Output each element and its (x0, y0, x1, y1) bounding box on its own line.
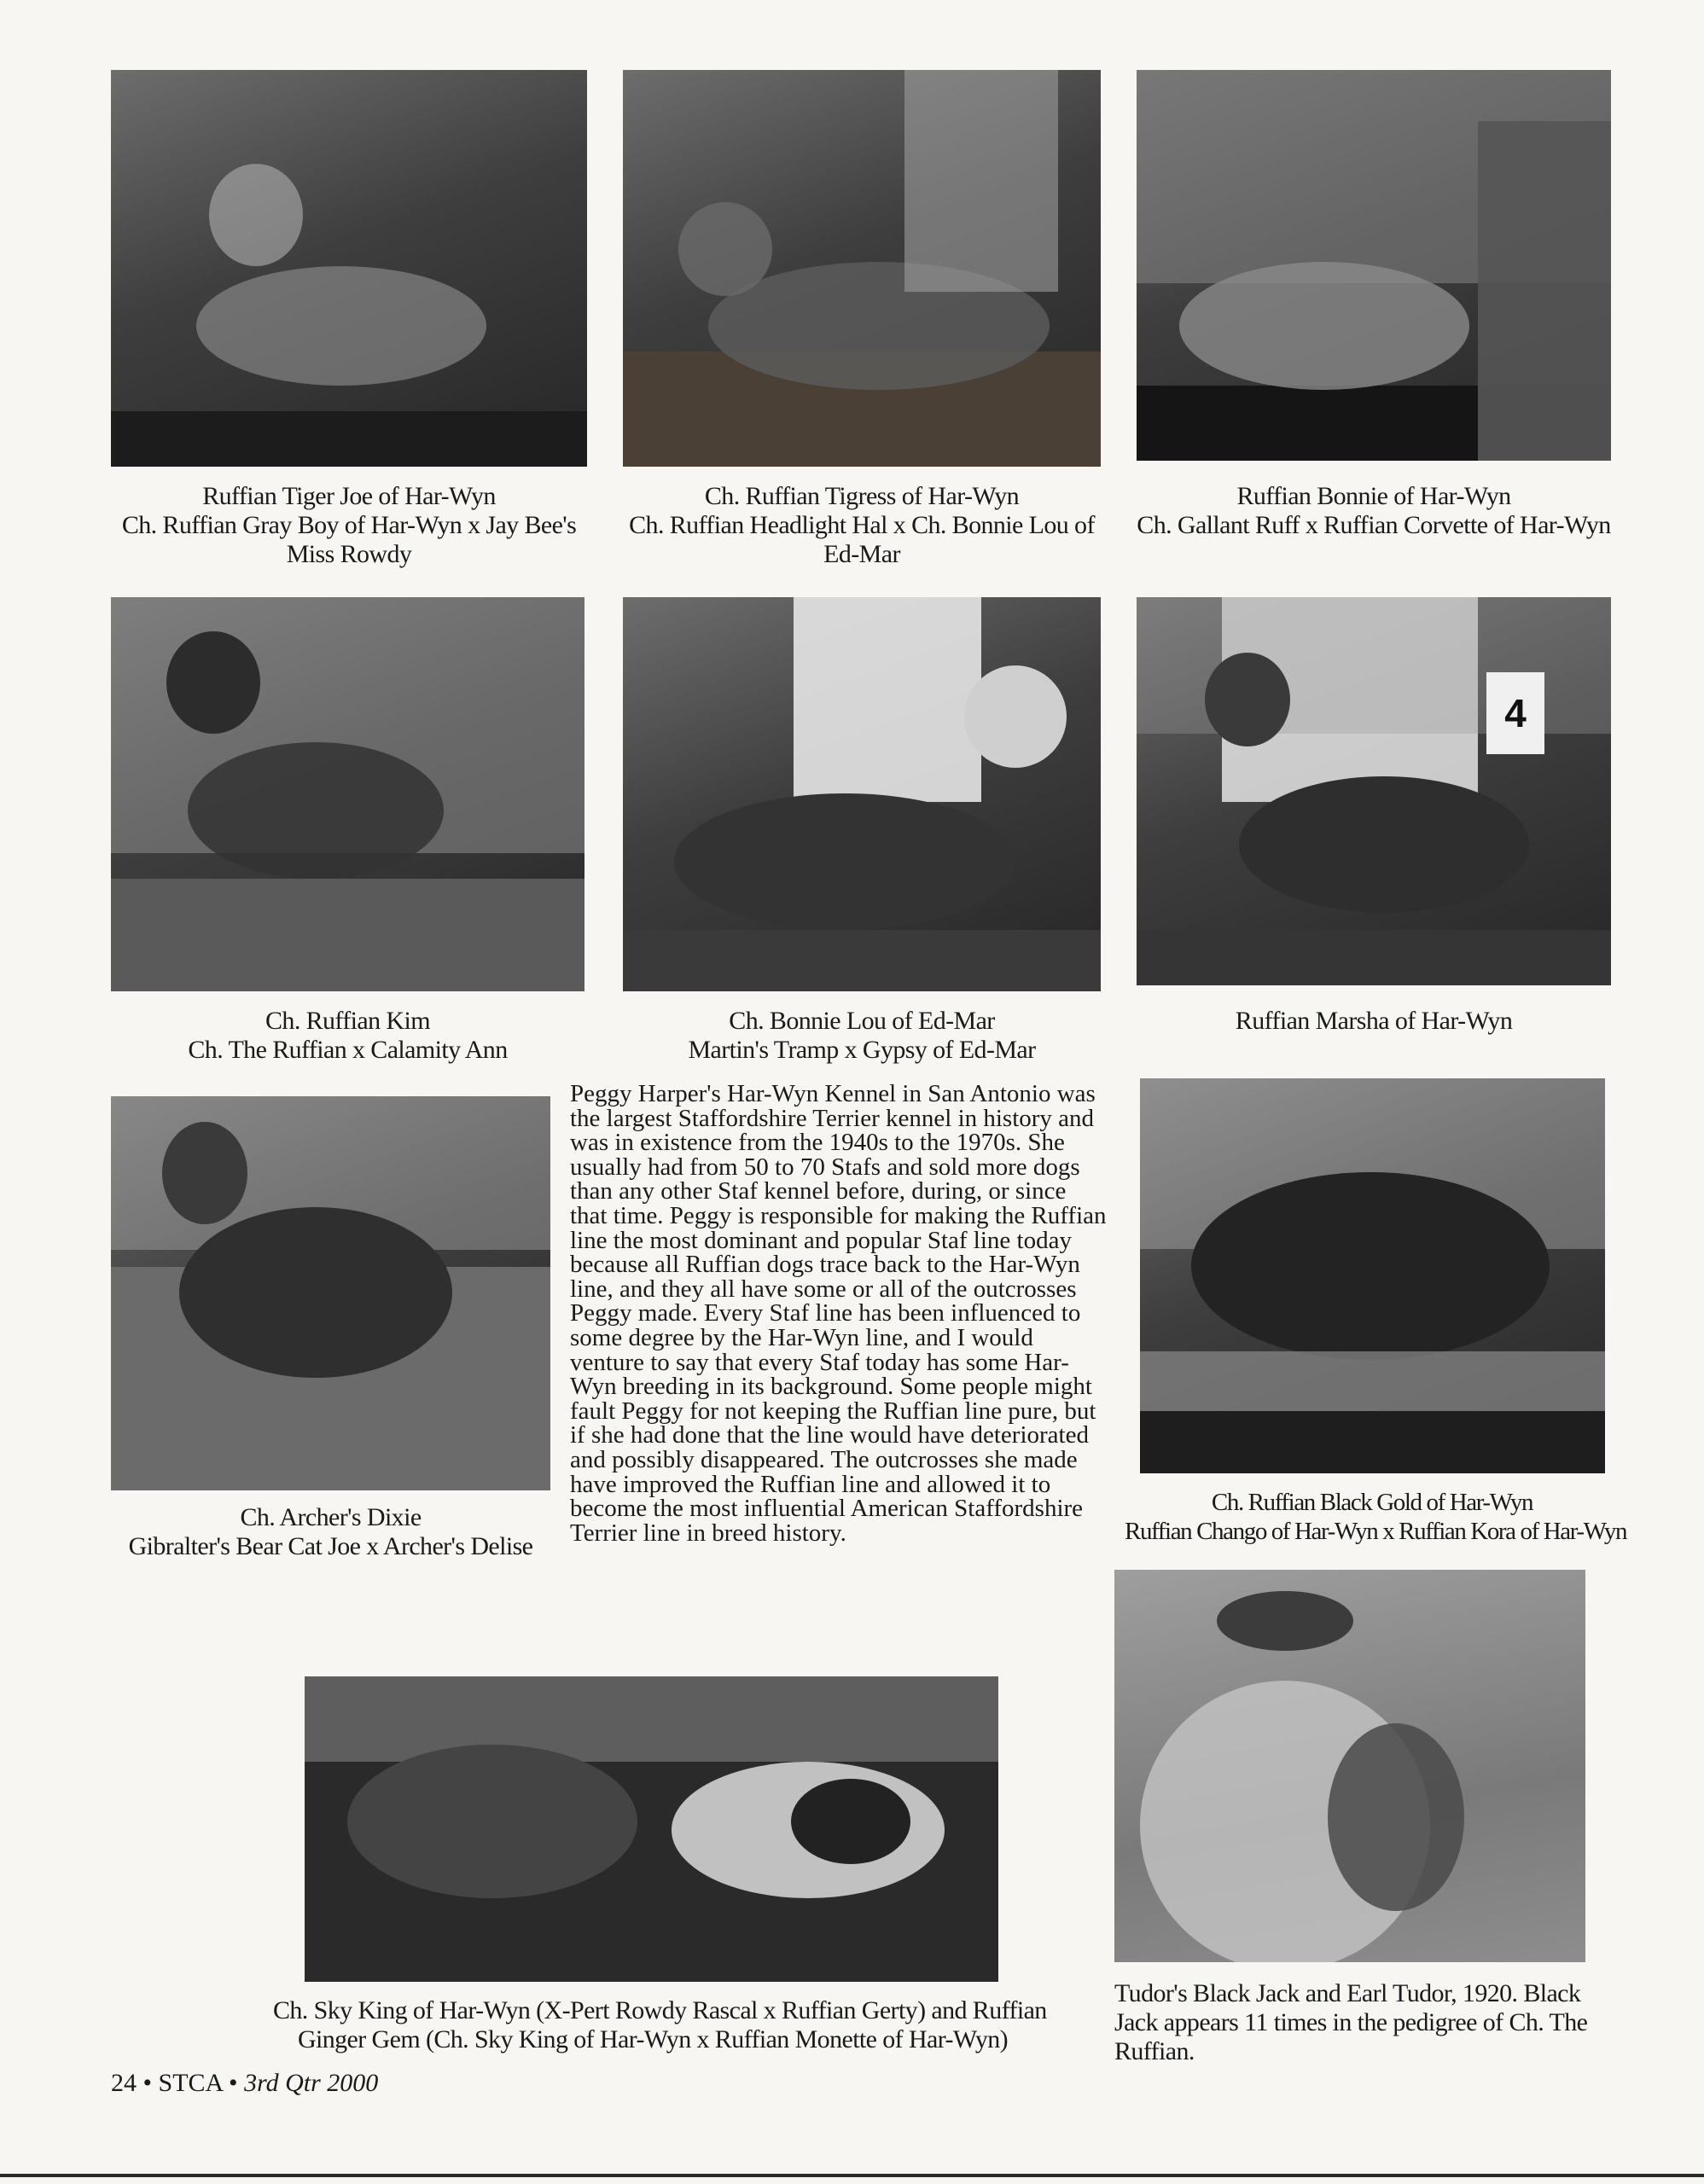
photo-tigress (623, 70, 1101, 467)
bullet-separator: • (142, 2069, 159, 2097)
bottom-border (0, 2174, 1704, 2177)
bullet-separator: • (229, 2069, 245, 2097)
dog-silhouette-icon (1137, 70, 1611, 461)
dog-silhouette-icon (1140, 1078, 1605, 1473)
caption-pedigree: Martin's Tramp x Gypsy of Ed-Mar (688, 1036, 1036, 1064)
caption-title: Ch. Ruffian Kim (265, 1007, 430, 1035)
caption-kim (102, 1007, 593, 1065)
caption-line-2: Ginger Gem (Ch. Sky King of Har-Wyn x Ruffian Monette of Har-Wyn) (297, 2025, 1009, 2053)
caption-black-gold (1125, 1488, 1627, 1546)
photo-black-gold (1140, 1078, 1605, 1473)
photo-bonnie-lou (623, 597, 1101, 991)
issue-date: 3rd Qtr 2000 (244, 2069, 379, 2097)
caption-pedigree: Gibralter's Bear Cat Joe x Archer's Delise (128, 1532, 533, 1560)
caption-title: Ch. Archer's Dixie (240, 1503, 422, 1531)
caption-tigress (614, 482, 1109, 569)
photo-sky-king (305, 1676, 998, 1982)
dog-silhouette-icon (623, 597, 1101, 991)
caption-marsha (1128, 1007, 1620, 1036)
caption-bonnie (1128, 482, 1620, 540)
caption-pedigree: Ch. Ruffian Headlight Hal x Ch. Bonnie Lou of Ed-Mar (629, 511, 1095, 568)
page-footer (111, 2069, 378, 2098)
dog-silhouette-icon (111, 597, 584, 991)
caption-title: Ch. Ruffian Black Gold of Har-Wyn (1211, 1489, 1533, 1516)
caption-title: Ruffian Bonnie of Har-Wyn (1236, 482, 1511, 510)
caption-pedigree: Ch. Ruffian Gray Boy of Har-Wyn x Jay Bee's Miss Rowdy (121, 511, 577, 568)
page-number: 24 (111, 2069, 137, 2097)
caption-dixie (107, 1503, 555, 1561)
article-body: Peggy Harper's Har-Wyn Kennel in San Antonio was the largest Staffordshire Terrier kennel in history and was in existence from the 1940s to the 1970s. She usually had from 50 to 70 Stafs and sold more dogs than any other Staf kennel before, during, or since that time. Peggy is responsible for making the Ruffian line the most dominant and popular Staf line today because all Ruffian dogs trace back to the Har-Wyn line, and they all have some or all of the outcrosses Peggy made. Every Staf line has been influenced to some degree by the Har-Wyn line, and I would venture to say that every Staf today has some Har-Wyn breeding in its background. Some people might fault Peggy for not keeping the Ruffian line pure, but if she had done that the line would have deteriorated and possibly disappeared. The outcrosses she made have improved the Ruffian line and allowed it to become the most influential American Staffordshire Terrier line in breed history. (570, 1080, 1107, 1547)
dog-silhouette-icon (111, 70, 587, 467)
caption-bonnie-lou (614, 1007, 1109, 1065)
caption-title: Ch. Ruffian Tigress of Har-Wyn (704, 482, 1020, 510)
caption-tiger-joe (102, 482, 596, 569)
caption-pedigree: Ruffian Chango of Har-Wyn x Ruffian Kora of Har-Wyn (1125, 1518, 1627, 1545)
dog-silhouette-icon (111, 1096, 550, 1490)
person-with-dog-icon (1114, 1570, 1585, 1962)
photo-dixie (111, 1096, 550, 1490)
caption-pedigree: Ch. The Ruffian x Calamity Ann (188, 1036, 508, 1064)
dog-silhouette-icon (305, 1676, 998, 1982)
photo-marsha (1137, 597, 1611, 985)
photo-tudor (1114, 1570, 1585, 1962)
caption-line-1: Ch. Sky King of Har-Wyn (X-Pert Rowdy Rascal x Ruffian Gerty) and Ruffian (273, 1996, 1047, 2024)
photo-tiger-joe (111, 70, 587, 467)
publication-name: STCA (158, 2069, 223, 2097)
caption-pedigree: Ch. Gallant Ruff x Ruffian Corvette of Har-Wyn (1137, 511, 1611, 539)
caption-text: Tudor's Black Jack and Earl Tudor, 1920. Black Jack appears 11 times in the pedigree of Ch. The Ruffian. (1114, 1979, 1588, 2065)
caption-title: Ruffian Marsha of Har-Wyn (1235, 1007, 1513, 1035)
ring-number-sign: 4 (1486, 672, 1544, 754)
dog-silhouette-icon (623, 70, 1101, 467)
photo-kim (111, 597, 584, 991)
caption-sky-king (273, 1996, 1047, 2054)
photo-bonnie (1137, 70, 1611, 461)
caption-tudor (1114, 1979, 1592, 2066)
caption-title: Ruffian Tiger Joe of Har-Wyn (202, 482, 496, 510)
dog-silhouette-icon (1137, 597, 1611, 985)
caption-title: Ch. Bonnie Lou of Ed-Mar (729, 1007, 995, 1035)
